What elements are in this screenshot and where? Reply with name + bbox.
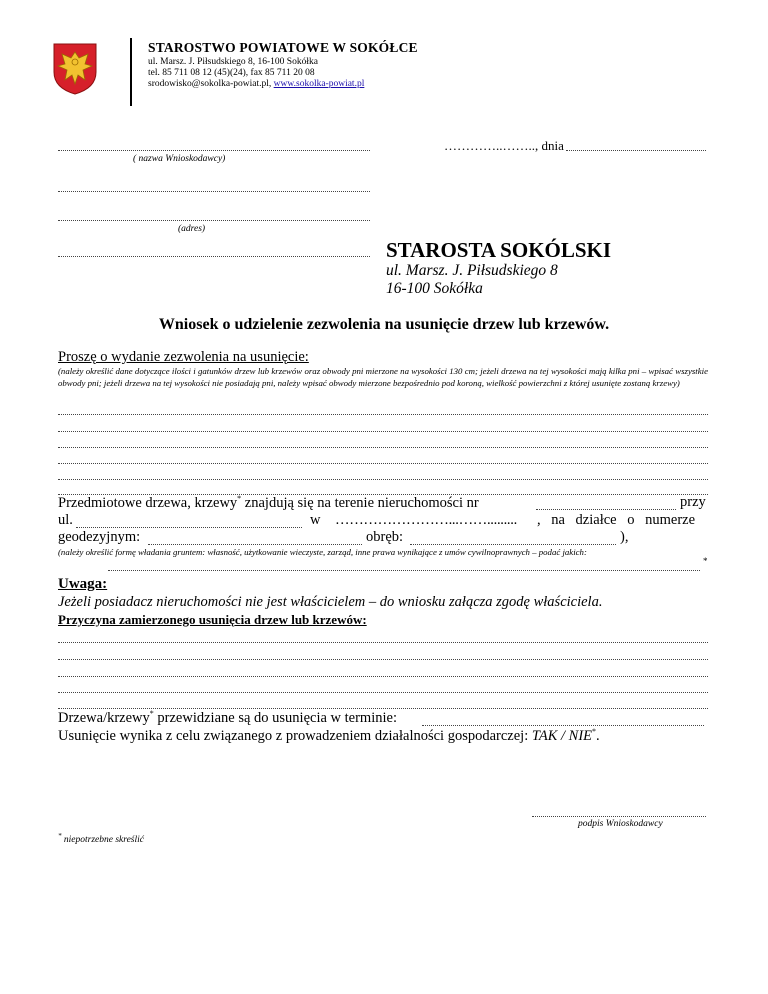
date-field[interactable] bbox=[566, 150, 706, 151]
coat-of-arms-logo bbox=[52, 42, 98, 96]
footnote-star: * bbox=[149, 709, 154, 718]
date-label: , dnia bbox=[535, 138, 564, 153]
office-website-link[interactable]: www.sokolka-powiat.pl bbox=[273, 79, 365, 89]
reason-heading: Przyczyna zamierzonego usunięcia drzew lub krzewów: bbox=[58, 612, 367, 627]
request-heading: Proszę o wydanie zezwolenia na usunięcie: bbox=[58, 349, 309, 365]
request-line-4[interactable] bbox=[58, 463, 708, 464]
obreb-field[interactable] bbox=[410, 544, 616, 545]
request-note: (należy określić dane dotyczące ilości i gatunków drzew lub krzewów oraz obwody pni mierzone na wysokości 130 cm; jeżeli drzewa na tej wysokości mają kilka pni – wpisać wszystkie obwody pni; jeżeli drzewa na tej wysokości nie posiadają pni, należy wpisać obwody mierzone bezpośrednio pod koroną, wielkość powierzchni z której usunięte zostaną krzewy) bbox=[58, 366, 708, 388]
property-text: Przedmiotowe drzewa, krzewy* znajdują się na terenie nieruchomości nr bbox=[58, 494, 479, 511]
term-field[interactable] bbox=[422, 725, 704, 726]
business-line: Usunięcie wynika z celu związanego z prowadzeniem działalności gospodarczej: TAK / NIE*. bbox=[58, 727, 600, 744]
place-field[interactable]: …………..…….. bbox=[444, 138, 535, 153]
office-address: ul. Marsz. J. Piłsudskiego 8, 16-100 Sokółka bbox=[148, 57, 318, 67]
recipient-city: 16-100 Sokółka bbox=[386, 280, 483, 297]
obreb-label: obręb: bbox=[366, 529, 404, 545]
uwaga-heading: Uwaga: bbox=[58, 576, 108, 592]
street-field[interactable] bbox=[76, 527, 302, 528]
ul-label: ul. bbox=[58, 512, 73, 528]
business-options[interactable]: TAK / NIE bbox=[531, 727, 593, 744]
przy-label: przy bbox=[680, 494, 706, 510]
office-contact bbox=[148, 79, 364, 90]
request-line-5[interactable] bbox=[58, 479, 708, 480]
applicant-name-line[interactable] bbox=[58, 150, 370, 151]
form-title: Wniosek o udzielenie zezwolenia na usunięcie drzew lub krzewów. bbox=[158, 316, 610, 333]
applicant-line-4[interactable] bbox=[58, 256, 370, 257]
signature-line[interactable] bbox=[532, 816, 706, 817]
request-line-2[interactable] bbox=[58, 431, 708, 432]
parcel-label: , na działce o numerze bbox=[537, 512, 696, 528]
ownership-note: (należy określić formę władania gruntem: własność, użytkowanie wieczyste, zarząd, inne prawa wynikające z umów cywilnoprawnych – podać jakich: bbox=[58, 547, 587, 557]
reason-line-3[interactable] bbox=[58, 676, 708, 677]
recipient-street: ul. Marsz. J. Piłsudskiego 8 bbox=[386, 262, 558, 279]
geodetic-label: geodezyjnym: bbox=[58, 529, 141, 545]
footnote-star: * bbox=[237, 494, 242, 503]
request-line-1[interactable] bbox=[58, 414, 708, 415]
date-line bbox=[444, 138, 564, 154]
applicant-address-line[interactable] bbox=[58, 220, 370, 221]
signature-caption: podpis Wnioskodawcy bbox=[578, 819, 663, 829]
ownership-field[interactable] bbox=[108, 570, 700, 571]
request-line-3[interactable] bbox=[58, 447, 708, 448]
header-divider bbox=[130, 38, 132, 106]
footnote: * niepotrzebne skreślić bbox=[58, 832, 144, 846]
term-text: Drzewa/krzewy* przewidziane są do usunięcia w terminie: bbox=[58, 709, 397, 726]
ownership-star: * bbox=[703, 556, 708, 566]
reason-line-2[interactable] bbox=[58, 659, 708, 660]
applicant-address-caption: (adres) bbox=[178, 224, 206, 234]
contact-separator: , bbox=[268, 79, 274, 89]
applicant-line-2[interactable] bbox=[58, 191, 370, 192]
property-number-field[interactable] bbox=[536, 509, 676, 510]
office-phone: tel. 85 711 08 12 (45)(24), fax 85 711 20 08 bbox=[148, 68, 315, 78]
reason-line-4[interactable] bbox=[58, 692, 708, 693]
closing-paren: ), bbox=[620, 529, 629, 545]
applicant-name-caption: ( nazwa Wnioskodawcy) bbox=[133, 154, 226, 164]
office-email: srodowisko@sokolka-powiat.pl bbox=[148, 79, 269, 89]
recipient-title: STAROSTA SOKÓLSKI bbox=[386, 238, 612, 262]
reason-line-1[interactable] bbox=[58, 642, 708, 643]
footnote-star: * bbox=[592, 727, 597, 736]
uwaga-text: Jeżeli posiadacz nieruchomości nie jest właścicielem – do wniosku załącza zgodę właściciela. bbox=[58, 594, 603, 610]
parcel-number-field[interactable] bbox=[148, 544, 362, 545]
town-field[interactable]: ……………………...……......... bbox=[335, 512, 517, 528]
w-label: w bbox=[310, 512, 321, 528]
office-name: STAROSTWO POWIATOWE W SOKÓŁCE bbox=[148, 40, 418, 55]
